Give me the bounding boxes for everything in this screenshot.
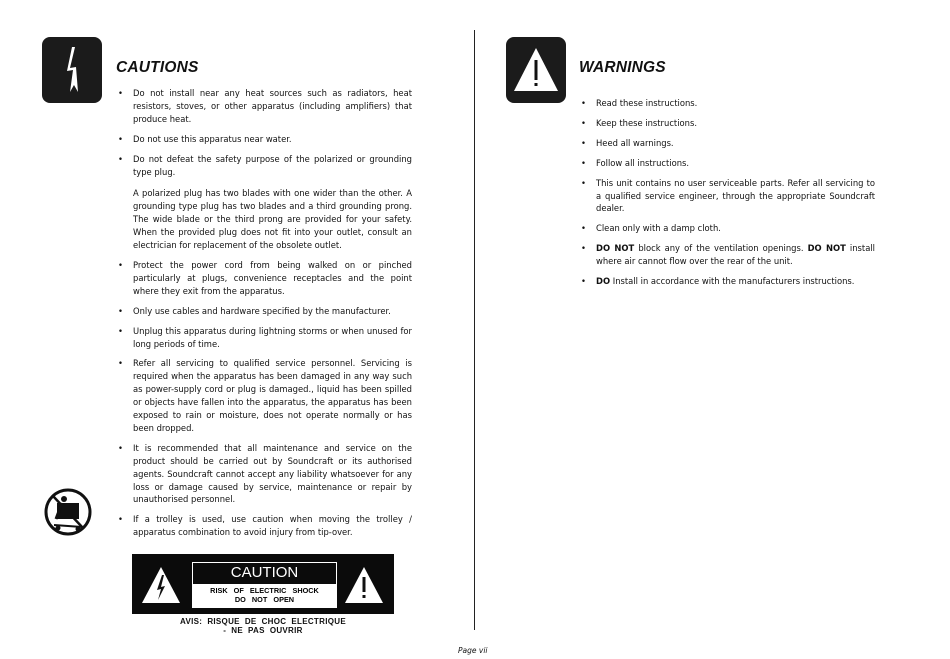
cautions-list xyxy=(116,87,412,539)
caution-label-box xyxy=(192,562,337,608)
cautions-list-item xyxy=(116,513,412,539)
warnings-item-text: • Clean only with a damp cloth. xyxy=(596,223,721,234)
warnings-item-text: • DO NOT block any of the ventilation openings. DO NOT install where air cannot flow over the rear of the unit. xyxy=(596,243,875,267)
warnings-list-item xyxy=(579,157,875,170)
warnings-list-container xyxy=(579,97,875,295)
cautions-list-item xyxy=(116,442,412,507)
lightning-hazard-icon xyxy=(42,37,102,103)
warnings-list-item xyxy=(579,177,875,216)
warnings-list-item xyxy=(579,222,875,235)
cautions-item-text: • Do not install near any heat sources such as radiators, heat resistors, stoves, or other apparatus (including amplifiers) that produce heat. xyxy=(133,88,412,124)
cautions-item-subtext: A polarized plug has two blades with one wider than the other. A grounding type plug has two blades and a third grounding prong. The wide blade or the third prong are provided for your safety. When the provided plug does not fit into your outlet, consult an electrician for replacement of the obsolete outlet. xyxy=(133,188,412,251)
page-number: Page vii xyxy=(458,646,488,655)
column-divider xyxy=(474,30,475,630)
cautions-item-text: • Refer all servicing to qualified service personnel. Servicing is required when the apparatus has been damaged in any way such as power-supply cord or plug is damaged., liquid has been spilled or objects have fallen into the apparatus, the apparatus has been exposed to rain or moisture, does not operate normally or has been dropped. xyxy=(133,358,412,433)
cautions-item-text: • Unplug this apparatus during lightning storms or when unused for long periods of time. xyxy=(133,325,412,349)
cautions-item-text: • It is recommended that all maintenance and service on the product should be carried out by Soundcraft or its authorised agents. Soundcraft cannot accept any liability whatsoever for any loss or damage caused by service, maintenance or repair by unauthorised personnel. xyxy=(133,442,412,505)
cautions-heading: CAUTIONS xyxy=(116,59,199,76)
warnings-item-text: • Follow all instructions. xyxy=(596,157,690,168)
warnings-item-text: • Read these instructions. xyxy=(596,98,698,108)
warnings-list xyxy=(579,97,875,288)
cautions-list-item xyxy=(116,325,412,351)
cautions-list-item xyxy=(116,357,412,434)
caution-label-title: CAUTION xyxy=(230,564,299,581)
cautions-item-text: • Protect the power cord from being walked on or pinched particularly at plugs, convenience receptacles and the point where they exit from the apparatus. xyxy=(133,259,412,296)
cautions-list-item xyxy=(116,87,412,126)
lightning-triangle-icon xyxy=(140,565,182,605)
warnings-item-text: • Heed all warnings. xyxy=(596,137,674,148)
exclamation-triangle-icon xyxy=(343,565,385,605)
avis-text xyxy=(132,617,394,635)
warnings-heading: WARNINGS xyxy=(579,59,666,76)
warnings-item-text: • This unit contains no user serviceable parts. Refer all servicing to a qualified service engineer, through the appropriate Soundcraft dealer. xyxy=(596,177,875,214)
no-trolley-tip-icon xyxy=(44,483,92,541)
caution-label-line1: RISK OF ELECTRIC SHOCK xyxy=(210,586,319,595)
cautions-list-item xyxy=(116,133,412,146)
cautions-list-container xyxy=(116,87,412,546)
warning-triangle-icon xyxy=(506,37,566,103)
cautions-item-text: • If a trolley is used, use caution when moving the trolley / apparatus combination to avoid injury from tip-over. xyxy=(133,514,412,538)
caution-label-line2: DO NOT OPEN xyxy=(234,595,295,604)
warnings-list-item xyxy=(579,275,875,288)
warnings-list-item xyxy=(579,242,875,268)
cautions-list-item xyxy=(116,305,412,318)
avis-line2: - NE PAS OUVRIR xyxy=(223,626,303,635)
warnings-item-text: • DO Install in accordance with the manufacturers instructions. xyxy=(596,276,855,287)
caution-label-panel xyxy=(132,554,394,614)
warnings-list-item xyxy=(579,117,875,130)
warnings-list-item xyxy=(579,97,875,110)
warnings-list-item xyxy=(579,137,875,150)
cautions-item-text: • Do not use this apparatus near water. xyxy=(133,133,292,144)
cautions-item-text: • Only use cables and hardware specified by the manufacturer. xyxy=(133,305,391,316)
warnings-item-text: • Keep these instructions. xyxy=(596,117,697,128)
avis-line1: AVIS: RISQUE DE CHOC ELECTRIQUE xyxy=(180,617,346,626)
cautions-list-item xyxy=(116,259,412,298)
cautions-list-item xyxy=(116,153,412,252)
cautions-item-text: • Do not defeat the safety purpose of the polarized or grounding type plug. xyxy=(133,153,412,177)
